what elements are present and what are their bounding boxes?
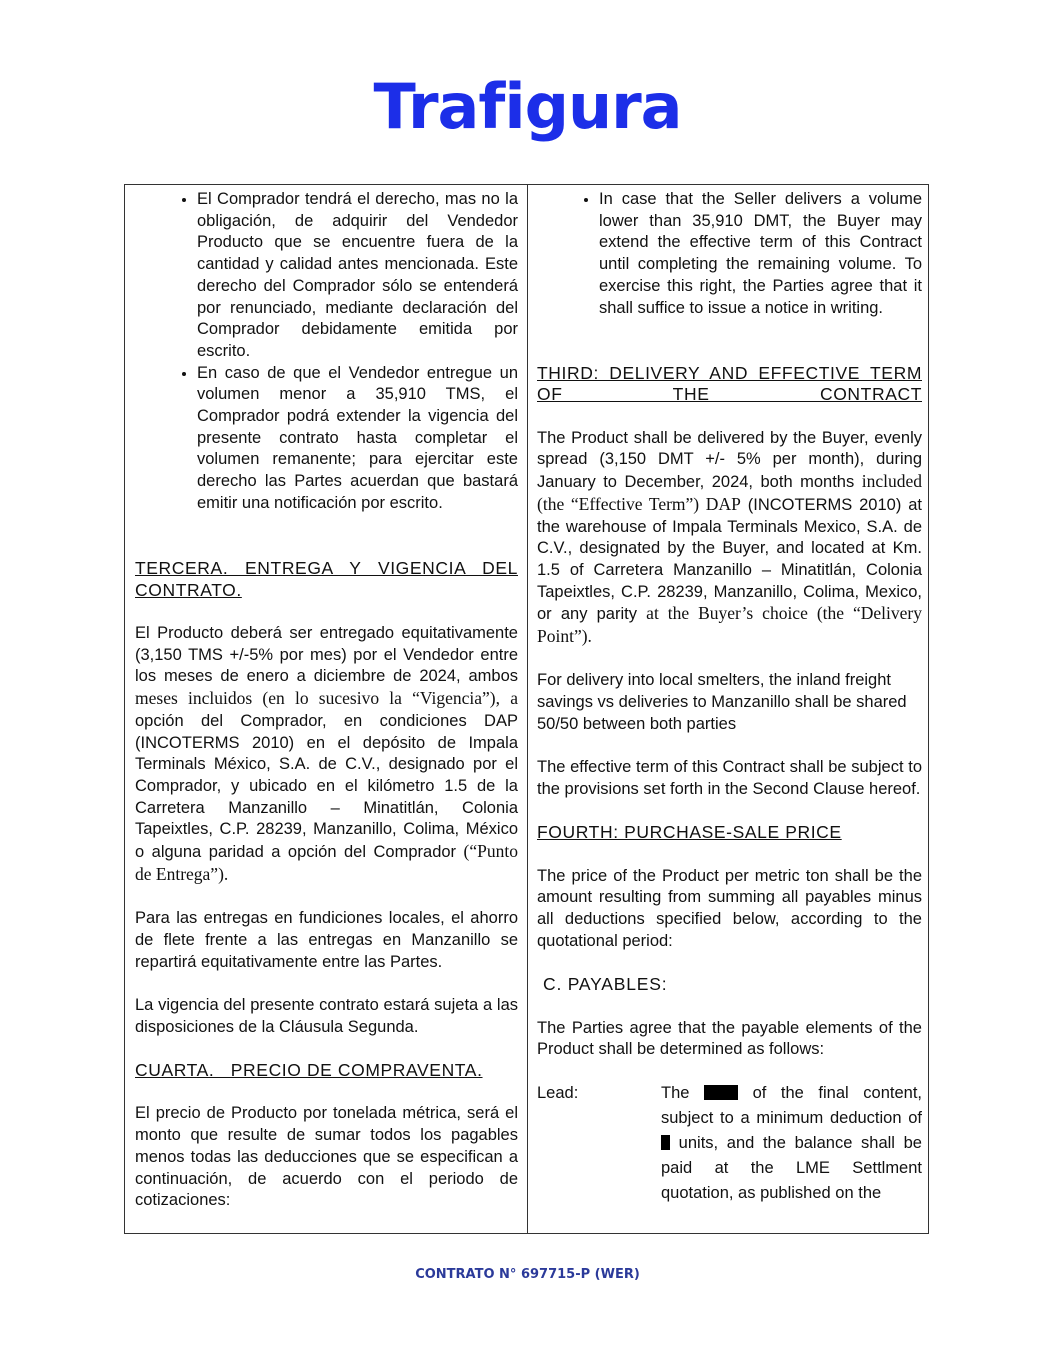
paragraph-entrega-part-4: (“Punto de Entrega”). [135,841,518,884]
list-item: • El Comprador tendrá el derecho, mas no la obligación, de adquirir del Vendedor Producto que se encuentre fuera de la cantidad y calidad antes mencionada. Este derecho del Comprador sólo se entenderá por renunciado, mediante declaración del Comprador debidamente emitida por escrito. [197,189,518,363]
paragraph-effective-term: The effective term of this Contract shall be subject to the provisions set forth in the Second Clause hereof. [537,758,922,798]
english-bullet-list [537,189,922,319]
heading-tercera: TERCERA. ENTREGA Y VIGENCIA DEL CONTRATO. [135,557,518,600]
heading-cuarta: CUARTA. PRECIO DE COMPRAVENTA. [135,1060,483,1081]
lead-label: Lead: [537,1083,579,1102]
paragraph-payables: The Parties agree that the payable elements of the Product shall be determined as follows: [537,1018,922,1059]
paragraph-entrega-part-3: opción del Comprador, en condiciones DAP (INCOTERMS 2010) en el depósito de Impala Terminals México, S.A. de C.V., designado por el Comprador, y ubicado en el kilómetro 1.5 de la Carretera Manzanillo – Minatitlán, Colonia Tapeixtles, C.P. 28239, Manzanillo, Colima, México o alguna paridad a opción del Comprador [135,711,518,862]
bilingual-contract-table [124,184,929,1234]
list-item: • In case that the Seller delivers a volume lower than 35,910 DMT, the Buyer may extend the effective term of this Contract until completing the remaining volume. To exercise this right, the Parties agree that it shall suffice to issue a notice in writing. [599,189,922,319]
lead-row [537,1083,922,1206]
paragraph-price: The price of the Product per metric ton shall be the amount resulting from summing all payables minus all deductions specified below, according to the quotational period: [537,866,922,950]
paragraph-fundiciones: Para las entregas en fundiciones locales, el ahorro de flete frente a las entregas en Manzanillo se repartirá equitativamente entre las Partes. [135,909,518,971]
spanish-column [125,185,528,1233]
paragraph-delivery-part-1: The Product shall be delivered by the Buyer, evenly spread (3,150 DMT +/- 5% per month), during January to December, 2024, both months [537,428,922,492]
paragraph-vigencia: La vigencia del presente contrato estará sujeta a las disposiciones de la Cláusula Segunda. [135,995,518,1036]
list-item: • En caso de que el Vendedor entregue un volumen menor a 35,910 TMS, el Comprador podrá extender la vigencia del presente contrato hasta completar el volumen remanente; para ejercitar este derecho las Partes acuerdan que bastará emitir una notificación por escrito. [197,363,518,515]
contract-number-footer: CONTRATO N° 697715-P (WER) [415,1267,640,1282]
paragraph-delivery [537,428,922,649]
paragraph-delivery-part-3: (INCOTERMS 2010) at the warehouse of Impala Terminals Mexico, S.A. de C.V., designated by the Buyer, and located at Km. 1.5 of Carretera Manzanillo – Minatitlán, Colonia Tapeixtles, C.P. 28239, Manzanillo, Colima, Mexico, or any parity [537,495,922,624]
paragraph-delivery-part-4: at the Buyer’s choice (the “Delivery Point”). [537,603,922,647]
heading-payables: C. PAYABLES: [543,974,668,995]
redaction-block [661,1135,670,1150]
redaction-block [704,1085,738,1100]
heading-third: THIRD: DELIVERY AND EFFECTIVE TERM OF THE CONTRACT [537,362,922,405]
spanish-bullet-list [135,189,518,515]
paragraph-entrega-part-2: meses incluidos (en lo sucesivo la “Vigencia”), a [135,688,518,709]
paragraph-precio: El precio de Producto por tonelada métrica, será el monto que resulte de sumar todos los pagables menos todas las deducciones que se especifican a continuación, de acuerdo con el periodo de cotizaciones: [135,1104,518,1210]
lead-text: The of the final content, subject to a minimum deduction of units, and the balance shall be paid at the LME Settlment quotation, as published on the [661,1083,922,1202]
paragraph-smelters: For delivery into local smelters, the inland freight savings vs deliveries to Manzanillo shall be shared 50/50 between both parties [537,671,907,733]
english-column [528,185,930,1233]
paragraph-entrega-part-1: El Producto deberá ser entregado equitativamente (3,150 TMS +/-5% por mes) por el Vendedor entre los meses de enero a diciembre de 2024, ambos [135,624,518,686]
paragraph-delivery-part-2: included (the “Effective Term”) DAP [537,471,922,514]
paragraph-entrega [135,623,518,886]
heading-fourth: FOURTH: PURCHASE-SALE PRICE [537,822,842,843]
trafigura-logo: Trafigura [373,70,682,143]
